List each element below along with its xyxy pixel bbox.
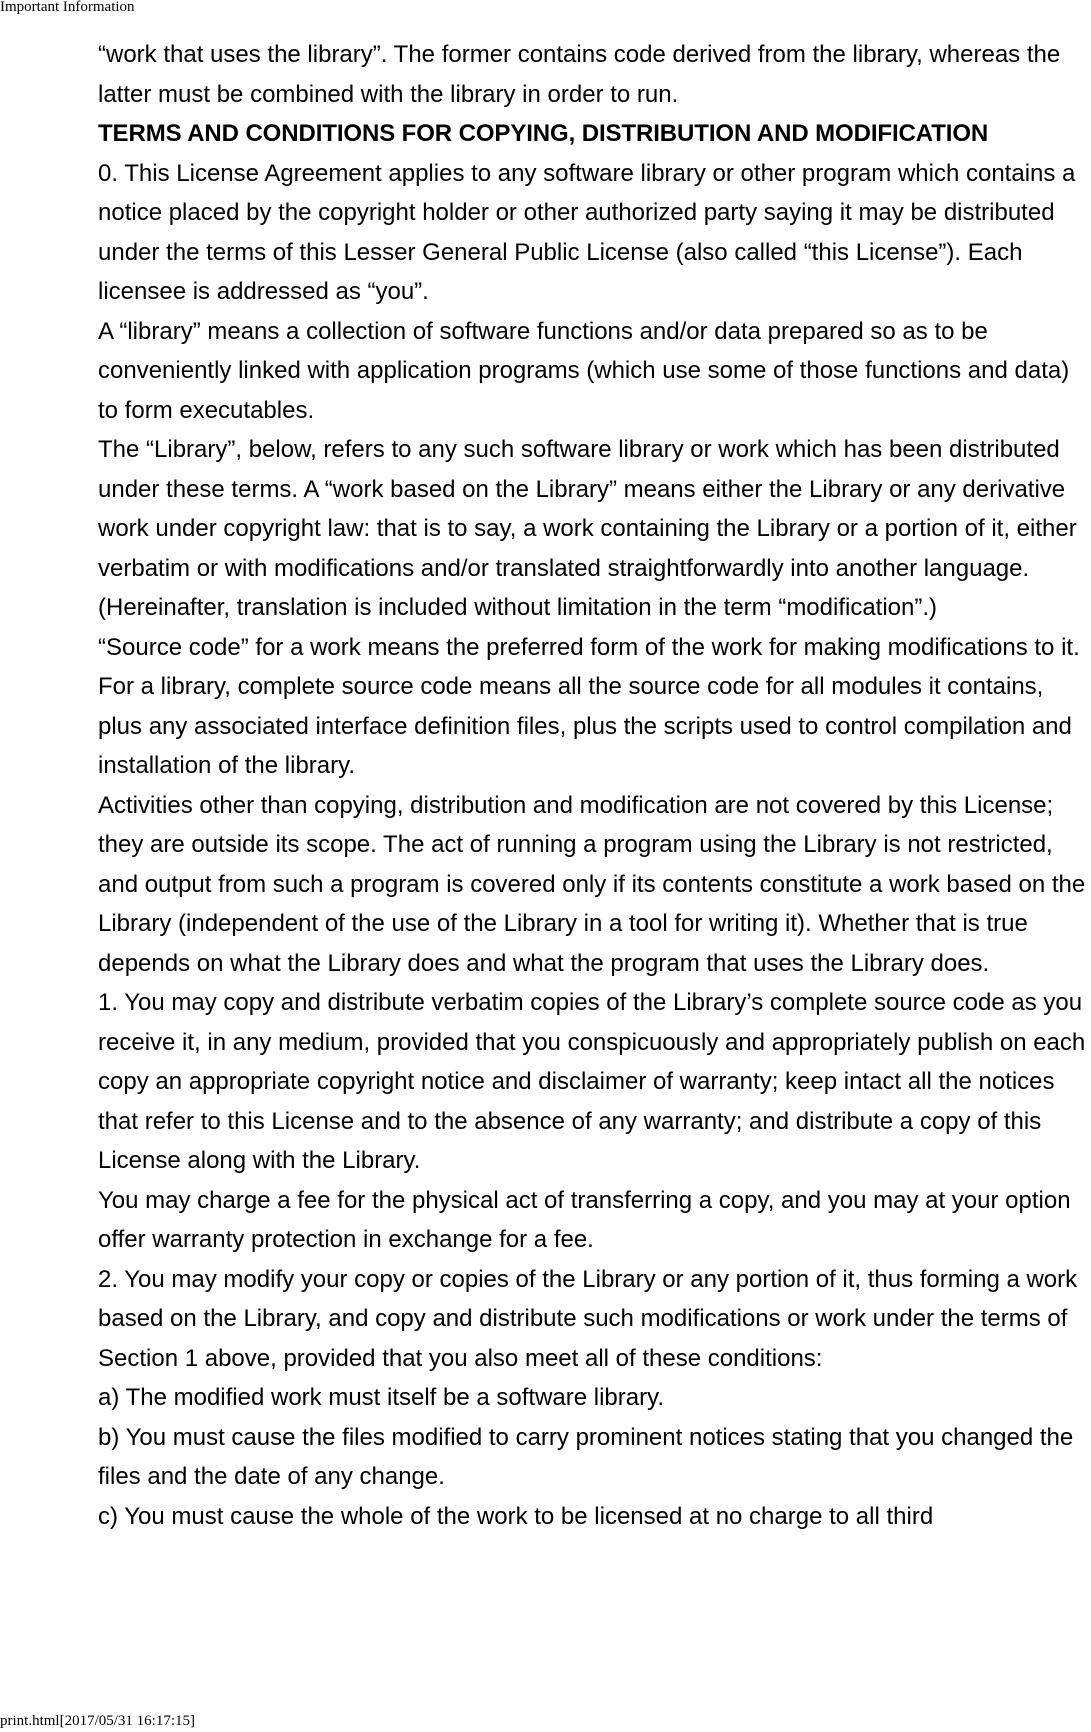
condition-c-paragraph: c) You must cause the whole of the work to be licensed at no charge to all third <box>98 1502 934 1530</box>
page-footer-source: print.html[2017/05/31 16:17:15] <box>0 1713 195 1729</box>
document-body <box>98 35 1086 1536</box>
activities-scope-paragraph: Activities other than copying, distribution and modification are not covered by this License; they are outside its scope. The act of running a program using the Library is not restricted, and output from such a program is covered only if its contents constitute a work based on the Library (independent of the use of the Library in a tool for writing it). Whether that is true depends on what the Library does and what the program that uses the Library does. <box>98 791 1086 977</box>
terms-heading: TERMS AND CONDITIONS FOR COPYING, DISTRIBUTION AND MODIFICATION <box>98 120 989 147</box>
source-code-definition-paragraph: “Source code” for a work means the preferred form of the work for making modifications to it. For a library, complete source code means all the source code for all modules it contains, plus any associated interface definition files, plus the scripts used to control compilation and installation of the library. <box>98 633 1080 779</box>
section-0-paragraph: 0. This License Agreement applies to any software library or other program which contains a notice placed by the copyright holder or other authorized party saying it may be distributed under the terms of this Lesser General Public License (also called “this License”). Each licensee is addressed as “you”. <box>98 159 1076 305</box>
the-library-definition-paragraph: The “Library”, below, refers to any such software library or work which has been distributed under these terms. A “work based on the Library” means either the Library or any derivative work under copyright law: that is to say, a work containing the Library or a portion of it, either verbatim or with modifications and/or translated straightforwardly into another language. (Hereinafter, translation is included without limitation in the term “modification”.) <box>98 436 1077 621</box>
condition-a-paragraph: a) The modified work must itself be a software library. <box>98 1384 664 1411</box>
page-header-title: Important Information <box>0 0 135 15</box>
library-definition-paragraph: A “library” means a collection of software functions and/or data prepared so as to be conveniently linked with application programs (which use some of those functions and data) to form executables. <box>98 317 1070 424</box>
intro-paragraph: “work that uses the library”. The former contains code derived from the library, whereas the latter must be combined with the library in order to run. <box>98 41 1061 108</box>
condition-b-paragraph: b) You must cause the files modified to carry prominent notices stating that you changed the files and the date of any change. <box>98 1423 1074 1490</box>
fee-paragraph: You may charge a fee for the physical act of transferring a copy, and you may at your option offer warranty protection in exchange for a fee. <box>98 1186 1071 1253</box>
section-1-paragraph: 1. You may copy and distribute verbatim copies of the Library’s complete source code as you receive it, in any medium, provided that you conspicuously and appropriately publish on each copy an appropriate copyright notice and disclaimer of warranty; keep intact all the notices that refer to this License and to the absence of any warranty; and distribute a copy of this License along with the Library. <box>98 989 1086 1174</box>
section-2-paragraph: 2. You may modify your copy or copies of the Library or any portion of it, thus forming a work based on the Library, and copy and distribute such modifications or work under the terms of Section 1 above, provided that you also meet all of these conditions: <box>98 1265 1078 1372</box>
